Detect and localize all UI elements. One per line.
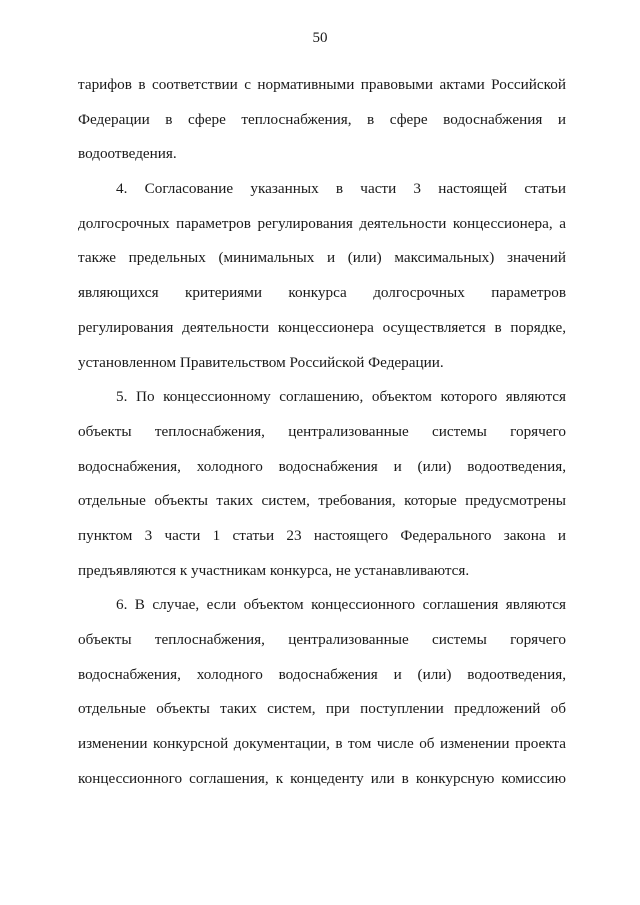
- paragraph-start-line: 6. В случае, если объектом концессионного соглашения являются: [116, 596, 566, 614]
- text-line: являющихся критериями конкурса долгосрочных параметров: [78, 284, 566, 302]
- text-line: регулирования деятельности концессионера осуществляется в порядке,: [78, 318, 566, 336]
- page-number: 50: [312, 30, 328, 46]
- paragraph-start-line: 5. По концессионному соглашению, объектом которого являются: [116, 388, 566, 406]
- text-line: тарифов в соответствии с нормативными правовыми актами Российской: [78, 76, 566, 93]
- text-line: долгосрочных параметров регулирования деятельности концессионера, а: [78, 214, 566, 232]
- text-line: водоснабжения, холодного водоснабжения и (или) водоотведения,: [78, 665, 566, 683]
- text-line: объекты теплоснабжения, централизованные системы горячего: [78, 631, 566, 648]
- text-line: изменении конкурсной документации, в том числе об изменении проекта: [78, 735, 566, 753]
- body-text: [78, 68, 566, 796]
- text-line: объекты теплоснабжения, централизованные системы горячего: [78, 422, 566, 440]
- text-line: отдельные объекты таких систем, при поступлении предложений об: [78, 700, 566, 718]
- text-line: предъявляются к участникам конкурса, не устанавливаются.: [78, 561, 470, 579]
- text-line: Федерации в сфере теплоснабжения, в сфере водоснабжения и: [78, 110, 566, 128]
- text-line: водоотведения.: [78, 145, 177, 163]
- text-line: пунктом 3 части 1 статьи 23 настоящего Федерального закона и: [78, 526, 566, 544]
- text-line: водоснабжения, холодного водоснабжения и (или) водоотведения,: [78, 457, 566, 475]
- text-line: концессионного соглашения, к концеденту или в конкурсную комиссию: [78, 769, 566, 787]
- paragraph-start-line: 4. Согласование указанных в части 3 настоящей статьи: [116, 180, 566, 198]
- text-line: также предельных (минимальных и (или) максимальных) значений: [78, 249, 566, 267]
- text-line: отдельные объекты таких систем, требования, которые предусмотрены: [78, 492, 566, 510]
- text-line: установленном Правительством Российской Федерации.: [78, 353, 444, 371]
